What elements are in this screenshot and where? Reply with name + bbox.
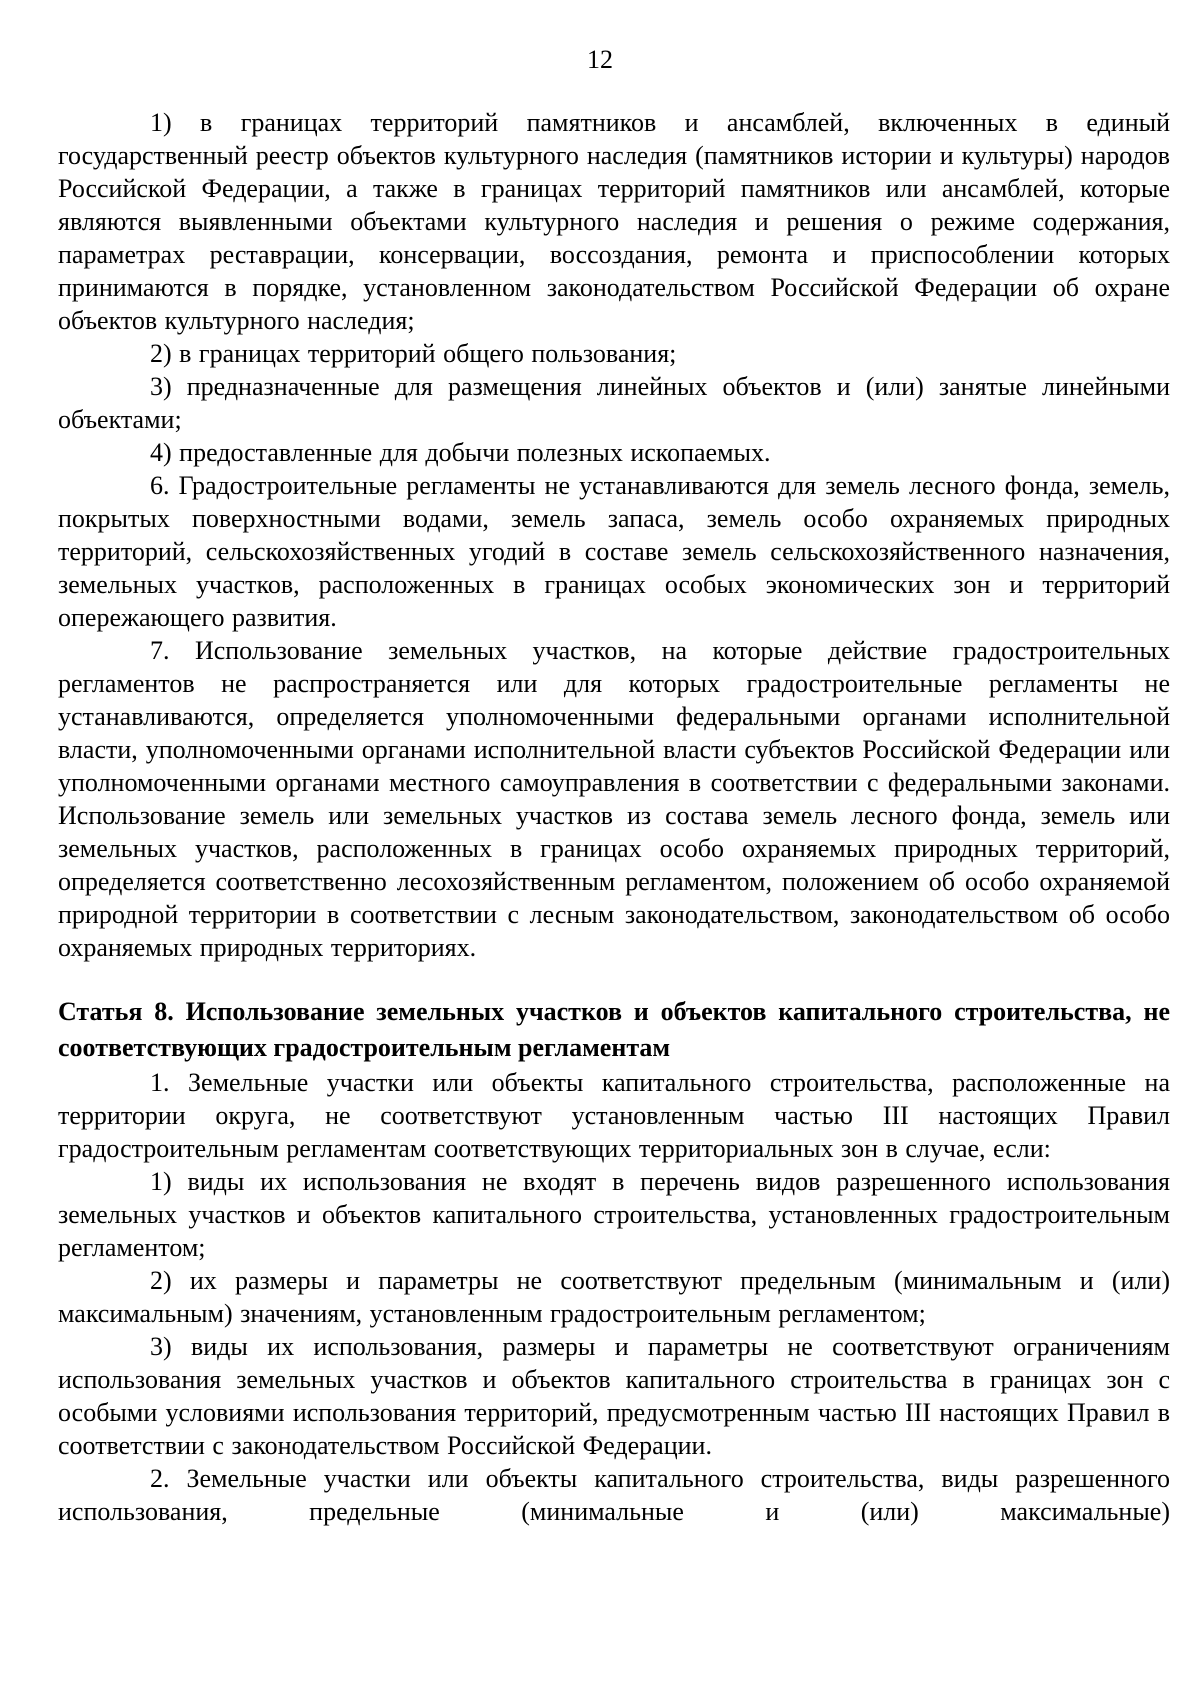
article-8-heading: Статья 8. Использование земельных участков и объектов капитального строительства, не соответствующих градостроительным регламентам xyxy=(58,997,1170,1062)
clause-6-paragraph: 6. Градостроительные регламенты не устанавливаются для земель лесного фонда, земель, покрытых поверхностными водами, земель запаса, земель особо охраняемых природных территорий, сельскохозяйственных угодий в составе земель сельскохозяйственного назначения, земельных участков, расположенных в границах особых экономических зон и территорий опережающего развития. xyxy=(58,471,1170,632)
clause-7-paragraph: 7. Использование земельных участков, на которые действие градостроительных регламентов не распространяется или для которых градостроительные регламенты не устанавливаются, определяется уполномоченными федеральными органами исполнительной власти, уполномоченными органами исполнительной власти субъектов Российской Федерации или уполномоченными органами местного самоуправления в соответствии с федеральными законами. Использование земель или земельных участков из состава земель лесного фонда, земель или земельных участков, расположенных в границах особо охраняемых природных территорий, определяется соответственно лесохозяйственным регламентом, положением об особо охраняемой природной территории в соответствии с лесным законодательством, законодательством об особо охраняемых природных территориях. xyxy=(58,636,1170,962)
article-8-clause-1: 1. Земельные участки или объекты капитального строительства, расположенные на территории округа, не соответствуют установленным частью III настоящих Правил градостроительным регламентам соответствующих территориальных зон в случае, если: xyxy=(58,1068,1170,1163)
article-8-clause-1-item-1: 1) виды их использования не входят в перечень видов разрешенного использования земельных участков и объектов капитального строительства, установленных градостроительным регламентом; xyxy=(58,1167,1170,1262)
page-content xyxy=(58,106,1170,1528)
article-8-clause-1-item-3: 3) виды их использования, размеры и параметры не соответствуют ограничениям использования земельных участков и объектов капитального строительства в границах зон с особыми условиями использования территорий, предусмотренным частью III настоящих Правил в соответствии с законодательством Российской Федерации. xyxy=(58,1332,1170,1460)
clause-5-item-4: 4) предоставленные для добычи полезных ископаемых. xyxy=(150,438,771,467)
clause-5-item-3: 3) предназначенные для размещения линейных объектов и (или) занятые линейными объектами; xyxy=(58,372,1170,434)
article-8-clause-1-item-2: 2) их размеры и параметры не соответствуют предельным (минимальным и (или) максимальным) значениям, установленным градостроительным регламентом; xyxy=(58,1266,1170,1328)
clause-5-item-2: 2) в границах территорий общего пользования; xyxy=(150,339,677,368)
article-8-clause-2: 2. Земельные участки или объекты капитального строительства, виды разрешенного использования, предельные (минимальные и (или) максимальные) xyxy=(58,1464,1170,1526)
clause-5-item-1: 1) в границах территорий памятников и ансамблей, включенных в единый государственный реестр объектов культурного наследия (памятников истории и культуры) народов Российской Федерации, а также в границах территорий памятников или ансамблей, которые являются выявленными объектами культурного наследия и решения о режиме содержания, параметрах реставрации, консервации, воссоздания, ремонта и приспособлении которых принимаются в порядке, установленном законодательством Российской Федерации об охране объектов культурного наследия; xyxy=(58,108,1170,335)
page-number: 12 xyxy=(587,45,613,74)
